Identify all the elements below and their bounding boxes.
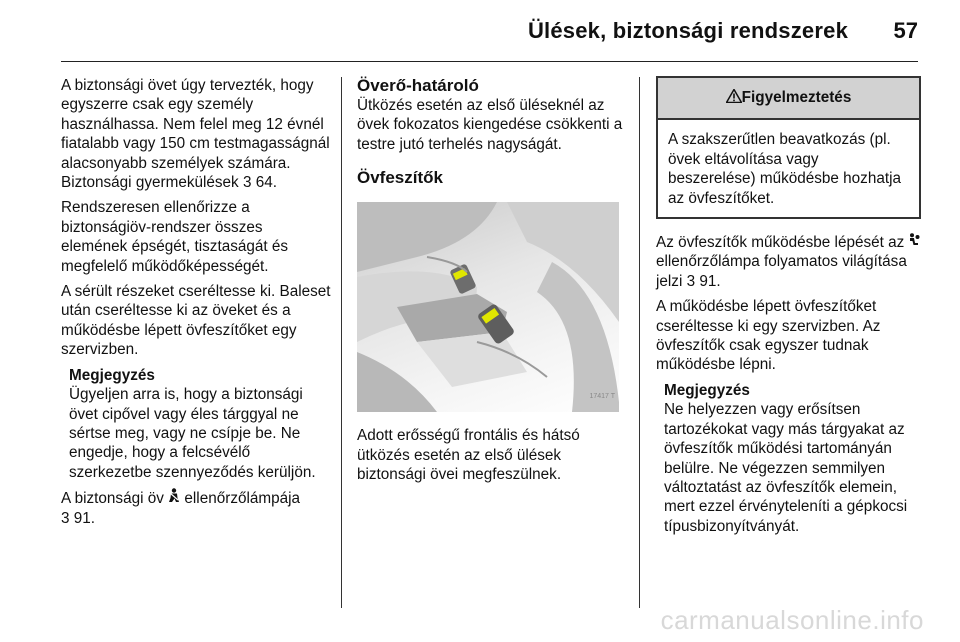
note-block bbox=[69, 366, 333, 482]
figure-code: 17417 T bbox=[589, 392, 615, 400]
paragraph-belt-check: Rendszeresen ellenőrizze a biztonságiöv-rendszer összes elemének épségét, tisztaságát és megfelelő működőképességét. bbox=[61, 199, 289, 275]
seatbelt-warning-icon bbox=[168, 490, 180, 506]
section-heading-pretensioners: Övfeszítők bbox=[357, 168, 443, 188]
airbag-warning-icon bbox=[909, 234, 920, 250]
paragraph-pretensioner-lamp: Az övfeszítők működésbe lépését az ellenőrzőlámpa folyamatos világítása jelzi 3 91. bbox=[656, 233, 921, 291]
warning-box bbox=[656, 76, 921, 219]
page-number: 57 bbox=[893, 18, 918, 43]
warning-triangle-icon bbox=[726, 89, 742, 106]
paragraph-pretensioner-function: Adott erősségű frontális és hátsó ütközés esetén az első ülések biztonsági övei megfeszülnek. bbox=[357, 427, 580, 484]
chapter-title: Ülések, biztonsági rendszerek bbox=[527, 18, 848, 43]
column-2 bbox=[357, 76, 629, 490]
warning-header bbox=[658, 78, 919, 120]
watermark: carmanualsonline.info bbox=[660, 605, 924, 635]
column-divider-2 bbox=[639, 77, 640, 608]
column-divider-1 bbox=[341, 77, 342, 608]
section-heading-load-limiter: Överő-határoló bbox=[357, 76, 479, 95]
warning-title: Figyelmeztetés bbox=[741, 89, 852, 106]
note-title: Megjegyzés bbox=[664, 381, 750, 399]
buckle-photo-drawing bbox=[357, 202, 619, 412]
note-text: Ügyeljen arra is, hogy a biztonsági övet cipővel vagy éles tárggyal ne sértse meg, vagy ne csípje be. Ne engedje, hogy a felcsévélő szerkezetbe szennyeződés kerüljön. bbox=[69, 386, 316, 481]
paragraph-pretensioner-replace: A működésbe lépett övfeszítőket cseréltesse ki egy szervizben. Az övfeszítők csak egyszer tudnak működésbe lépni. bbox=[656, 298, 881, 374]
note-block bbox=[664, 381, 921, 536]
column-3 bbox=[656, 76, 921, 542]
page-reference[interactable]: 3 91. bbox=[686, 272, 721, 290]
paragraph-belt-replace: A sérült részeket cseréltesse ki. Baleset után cseréltesse ki az öveket és a működésbe lépett övfeszítőket egy szervizben. bbox=[61, 283, 331, 359]
warning-text: A szakszerűtlen beavatkozás (pl. övek eltávolítása vagy beszerelése) működésbe hozhatja az övfeszítőket. bbox=[668, 131, 901, 207]
page-reference[interactable]: 3 64. bbox=[242, 174, 277, 192]
column-1 bbox=[61, 76, 333, 534]
seatbelt-buckle-illustration bbox=[357, 202, 619, 412]
paragraph-belt-warning-lamp: A biztonsági öv ellenőrzőlámpája 3 91. bbox=[61, 490, 301, 527]
paragraph-load-limiter: Ütközés esetén az első üléseknél az övek fokozatos kiengedése csökkenti a testre jutó terhelés nagyságát. bbox=[357, 97, 623, 153]
header-divider bbox=[61, 61, 918, 62]
page-reference[interactable]: 3 91. bbox=[61, 509, 96, 527]
note-title: Megjegyzés bbox=[69, 366, 155, 384]
paragraph-belt-usage: A biztonsági övet úgy tervezték, hogy egyszerre csak egy személy használhassa. Nem felel meg 12 évnél fiatalabb vagy 150 cm testmagasságnál alacsonyabb személyek számára. Biztonsági gyermekülések 3 64. bbox=[61, 77, 330, 192]
note-text: Ne helyezzen vagy erősítsen tartozékokat vagy más tárgyakat az övfeszítők működési tartományán belülre. Ne végezzen semmilyen változtatást az övfeszítők elemein, mert ezzel érvényteleníti a gépkocsi típusbizonyítványát. bbox=[664, 401, 908, 535]
